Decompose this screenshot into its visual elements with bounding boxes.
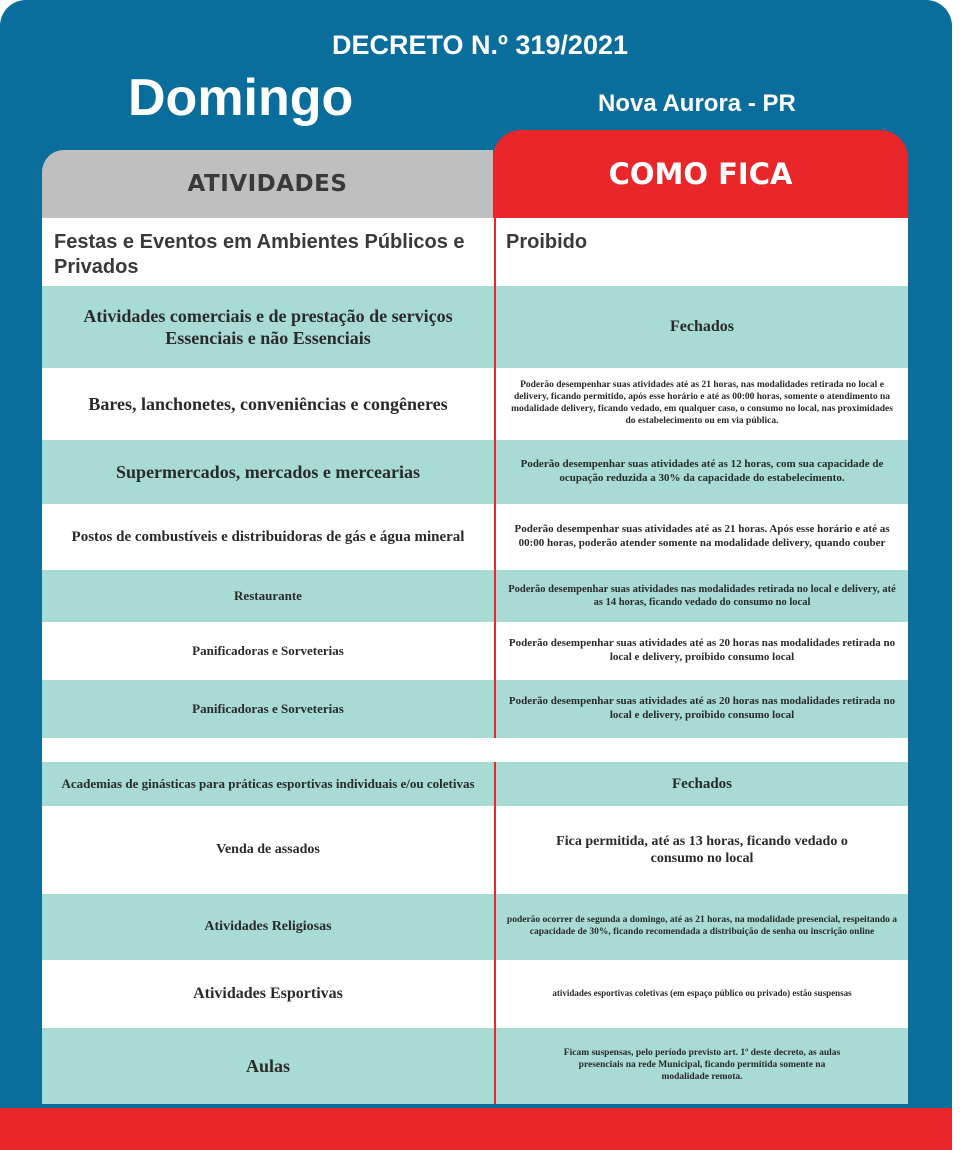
table-row <box>42 504 908 570</box>
table-row <box>42 286 908 368</box>
status-cell: Fechados <box>494 286 908 368</box>
activity-cell: Festas e Eventos em Ambientes Públicos e Privados <box>54 231 465 278</box>
table-row <box>42 218 908 286</box>
spacer-row <box>42 738 908 762</box>
activity-cell: Atividades Religiosas <box>204 919 332 935</box>
status-cell: atividades esportivas coletivas (em espaço público ou privado) estão suspensas <box>494 960 908 1028</box>
activity-cell: Panificadoras e Sorveterias <box>192 642 344 658</box>
table-row <box>42 440 908 504</box>
activity-cell: Supermercados, mercados e mercearias <box>116 461 420 482</box>
activity-cell: Atividades Esportivas <box>193 985 343 1002</box>
activity-cell: Restaurante <box>234 587 302 603</box>
table-row <box>42 762 908 806</box>
activity-cell: Academias de ginásticas para práticas esportivas individuais e/ou coletivas <box>61 775 475 791</box>
status-cell: Fica permitida, até as 13 horas, ficando vedado o consumo no local <box>494 806 908 894</box>
status-cell: Poderão desempenhar suas atividades até as 21 horas. Após esse horário e até as 00:00 horas, poderão atender somente na modalidade delivery, quando couber <box>494 504 908 570</box>
activity-cell: Panificadoras e Sorveterias <box>192 700 344 716</box>
status-cell: Fechados <box>494 762 908 806</box>
decree-title: DECRETO N.º 319/2021 <box>332 30 628 60</box>
footer-bar <box>0 1108 952 1150</box>
rules-table <box>42 130 908 1108</box>
status-cell: Poderão desempenhar suas atividades até as 12 horas, com sua capacidade de ocupação reduzida a 30% da capacidade do estabelecimento. <box>494 440 908 504</box>
city-label: Nova Aurora - PR <box>598 90 796 117</box>
table-row <box>42 1028 908 1104</box>
activity-cell: Venda de assados <box>216 842 320 858</box>
page-edge <box>952 0 960 1150</box>
status-cell: Proibido <box>494 218 908 286</box>
status-cell: Poderão desempenhar suas atividades até as 20 horas nas modalidades retirada no local e delivery, proibido consumo local <box>494 622 908 680</box>
column-header-activities: ATIVIDADES <box>42 150 493 218</box>
status-cell: Poderão desempenhar suas atividades até as 20 horas nas modalidades retirada no local e delivery, proibido consumo local <box>494 680 908 738</box>
status-cell: Poderão desempenhar suas atividades até as 21 horas, nas modalidades retirada no local e delivery, ficando permitido, após esse horário e até as 00:00 horas, somente o atendimento na modalidade delivery, ficando vedado, em qualquer caso, o consumo no local, nas proximidades do estabelecimento ou em via pública. <box>494 368 908 440</box>
table-row <box>42 806 908 894</box>
activity-cell: Bares, lanchonetes, conveniências e congêneres <box>88 393 448 414</box>
activity-cell: Aulas <box>245 1055 290 1076</box>
table-row <box>42 622 908 680</box>
table-row <box>42 570 908 622</box>
column-header-status: COMO FICA <box>493 130 908 218</box>
status-cell: poderão ocorrer de segunda a domingo, até as 21 horas, na modalidade presencial, respeitando a capacidade de 30%, ficando recomendada a distribuição de senha ou inscrição online <box>494 894 908 960</box>
activity-cell: Atividades comerciais e de prestação de serviços Essenciais e não Essenciais <box>83 305 453 348</box>
table-body <box>42 218 908 1104</box>
status-cell: Poderão desempenhar suas atividades nas modalidades retirada no local e delivery, até as 14 horas, ficando vedado do consumo no local <box>494 570 908 622</box>
table-row <box>42 680 908 738</box>
activity-cell: Postos de combustíveis e distribuidoras de gás e água mineral <box>71 528 465 545</box>
status-cell: Ficam suspensas, pelo período previsto art. 1º deste decreto, as aulas presenciais na rede Municipal, ficando permitida somente na modalidade remota. <box>494 1028 908 1104</box>
table-row <box>42 368 908 440</box>
table-row <box>42 960 908 1028</box>
table-row <box>42 894 908 960</box>
day-title: Domingo <box>128 69 354 127</box>
